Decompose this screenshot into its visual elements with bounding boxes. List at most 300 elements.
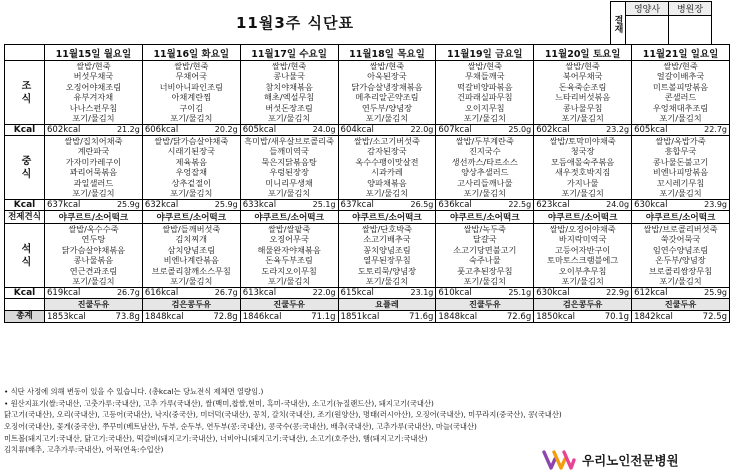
menu-item: 쌀밥/쌀팥죽 [267, 224, 311, 234]
total-kcal-value: 1842kcal [634, 311, 673, 322]
dinner-cell [142, 224, 240, 288]
menu-item: 시과카레 [371, 167, 403, 178]
kcal-values [241, 200, 338, 210]
hospital-name: 우리노인전문병원 [582, 453, 679, 468]
lunch-row [5, 136, 730, 200]
kcal-values [143, 288, 240, 298]
protein-value: 22.9g [606, 288, 630, 297]
notes-section [4, 386, 730, 456]
menu-item: 브로콜리참깨소스무침 [151, 265, 231, 276]
menu-item: 묵은지닭볶음탕 [261, 156, 317, 167]
total-label: 총계 [5, 311, 45, 323]
menu-item: 쌀밥/토막미야채죽 [549, 136, 616, 146]
day-header-label: 11월19일 금요일 [446, 48, 523, 60]
menu-item: 과일샐러드 [73, 177, 114, 188]
menu-item: 포기/물김치 [561, 187, 604, 198]
day-header-label: 11월17일 수요일 [251, 48, 327, 60]
kcal-value: 636kcal [438, 200, 472, 210]
menu-item: 가자미카레구이 [65, 156, 122, 167]
total-protein-value: 72.6g [506, 311, 532, 322]
day-header [240, 45, 338, 61]
total-protein-value: 72.5g [702, 311, 727, 322]
menu-table [4, 44, 730, 323]
kcal-value: 623kcal [536, 200, 570, 210]
kcal-cell [142, 288, 240, 299]
total-cell [338, 311, 436, 323]
menu-item: 유부겨자채 [73, 92, 114, 103]
breakfast-label: 조식 [5, 61, 45, 125]
menu-item: 포기/물김치 [659, 275, 702, 286]
total-kcal-value: 1853kcal [47, 311, 86, 322]
total-kcal-value: 1848kcal [438, 311, 478, 322]
menu-item: 오징어야채조림 [65, 81, 122, 92]
menu-item: 포기/물김치 [463, 187, 506, 198]
total-cell [142, 311, 240, 323]
kcal-value: 602kcal [47, 125, 81, 135]
kcal-cell [436, 200, 534, 211]
kcal-label: Kcal [5, 125, 45, 136]
dinner-cell [338, 224, 436, 288]
protein-value: 25.1g [508, 288, 532, 297]
breakfast-cell [142, 61, 240, 125]
protein-value: 20.2g [214, 125, 238, 134]
kcal-value: 633kcal [242, 200, 277, 210]
menu-item: 무채어국 [175, 71, 208, 82]
menu-item: 연근견과조림 [69, 265, 118, 276]
menu-item: 아욱된장국 [367, 71, 407, 82]
menu-item: 포기/물김치 [365, 112, 409, 123]
total-values [45, 312, 142, 322]
day-header [632, 45, 730, 61]
menu-item: 소고기배추국 [363, 234, 411, 245]
snack-cell: 야쿠르트/소어떡크 [632, 211, 730, 224]
lunch-cell [338, 136, 436, 200]
menu-item: 쌀밥/현죽 [565, 61, 600, 71]
menu-item: 얼갈이배추국 [656, 71, 705, 82]
protein-value: 26.7g [116, 288, 140, 297]
menu-item: 온두부/양념장 [655, 255, 706, 266]
menu-item: 포기/물김치 [463, 275, 506, 286]
kcal-cell [436, 125, 534, 136]
kcal-value: 630kcal [634, 200, 668, 210]
menu-item: 쌀밥/현죽 [663, 61, 698, 71]
kcal-values [339, 125, 436, 135]
kcal-cell [142, 125, 240, 136]
milk-cell: 진쿨두유 [240, 299, 338, 311]
menu-item: 미트볼피망볶음 [652, 81, 709, 92]
milk-cell: 요플레 [338, 299, 436, 311]
total-values [143, 312, 240, 322]
menu-item: 바지락미역국 [558, 234, 607, 245]
milk-row [5, 299, 730, 311]
menu-item: 콩나물돈불고기 [652, 156, 709, 167]
breakfast_kcal-row [5, 125, 730, 136]
menu-item: 닭가슴살냉장채볶음 [351, 81, 423, 92]
note-line: 김치류(배추, 고추가루:국내산), 어묵(연육:수입산) [4, 445, 164, 455]
menu-item: 버섯돈장조림 [265, 102, 313, 113]
menu-item: 포기/물김치 [463, 112, 506, 123]
menu-item: 숙주나물 [468, 255, 501, 266]
breakfast-cell [632, 61, 730, 125]
day-header-label: 11월16일 화요일 [153, 48, 230, 60]
menu-item: 브로콜리쌈장무침 [648, 265, 713, 276]
dinner-cell [534, 224, 632, 288]
menu-item: 쌀밥/현죽 [467, 61, 502, 71]
menu-item: 쌀밥/옥밥가죽 [655, 136, 706, 146]
menu-item: 포기/물김치 [170, 187, 213, 198]
kcal-values [339, 200, 436, 210]
menu-item: 메추리알곤약조림 [355, 92, 419, 103]
approval-sign-box[interactable] [669, 16, 712, 47]
kcal-values [241, 125, 338, 135]
lunch-cell [45, 136, 143, 200]
kcal-values [143, 200, 240, 210]
kcal-cell [632, 125, 730, 136]
kcal-value: 602kcal [536, 125, 570, 135]
menu-item: 들깨미역국 [269, 146, 309, 157]
note-line: • 원산지표기(쌀:국내산, 고춧가루:국내산), 고추 가루(국내산), 쌀(백미,찹쌀,현미, 흑미-국내산), 소고기(뉴질랜드산), 돼지고기(국내산) [4, 398, 434, 408]
menu-item: 우렁된장장 [269, 167, 309, 178]
snack-row [5, 211, 730, 224]
menu-item: 진지국수 [468, 146, 501, 157]
lunch-cell [534, 136, 632, 200]
menu-item: 연두탕 [81, 234, 106, 245]
menu-item: 쌀밥/녹두죽 [463, 224, 506, 234]
lunch-cell [142, 136, 240, 200]
day-header [45, 45, 143, 61]
menu-item: 쌀밥/집치어채죽 [64, 136, 123, 146]
protein-value: 23.9g [704, 200, 727, 209]
total-protein-value: 71.6g [409, 311, 434, 322]
menu-item: 양상추샐러드 [461, 167, 509, 178]
total-values [632, 312, 729, 322]
menu-item: 포기/물김치 [72, 187, 115, 198]
protein-value: 25.9g [214, 200, 238, 209]
menu-item: 포기/물김치 [365, 187, 409, 198]
dinner-cell [632, 224, 730, 288]
menu-item: 오이부추무침 [558, 265, 607, 276]
breakfast-row [5, 61, 730, 125]
menu-item: 임연수양념조림 [652, 244, 709, 255]
lunch-cell [632, 136, 730, 200]
menu-item: 쌀밥/브로콜리버섯죽 [643, 224, 718, 234]
kcal-values [241, 288, 338, 298]
total-cell [436, 311, 534, 323]
kcal-values [436, 200, 533, 210]
kcal-values [534, 288, 631, 298]
menu-item: 해초/엑설무침 [264, 92, 315, 103]
menu-item: 아채계란찜 [171, 92, 212, 103]
menu-item: 쌀밥/옥수수죽 [68, 224, 119, 234]
menu-item: 상추겉절이 [171, 177, 212, 188]
menu-item: 포기/물김치 [659, 187, 702, 198]
kcal-cell [534, 288, 632, 299]
day-header [534, 45, 632, 61]
menu-item: 포기/물김치 [561, 275, 604, 286]
total-values [534, 312, 631, 322]
menu-item: 쌀밥/소고기버섯죽 [353, 136, 420, 146]
menu-item: 돈육두부조림 [265, 255, 313, 266]
menu-item: 포기/물김치 [267, 275, 311, 286]
total-cell [45, 311, 143, 323]
menu-item: 구이김 [179, 102, 204, 113]
snack-cell: 야쿠르트/소어떡크 [534, 211, 632, 224]
protein-value: 24.0g [312, 125, 336, 134]
menu-item: 흥합무국 [664, 146, 697, 157]
lunch-cell [436, 136, 534, 200]
snack-cell: 야쿠르트/소어떡크 [436, 211, 534, 224]
protein-value: 25.9g [116, 200, 140, 209]
menu-item: 무채들깨국 [465, 71, 505, 82]
kcal-value: 604kcal [340, 125, 374, 135]
dinner-cell [436, 224, 534, 288]
total-cell [632, 311, 730, 323]
menu-item: 연두부/양념장 [361, 102, 413, 113]
menu-item: 도라지오이무침 [261, 265, 317, 276]
protein-value: 22.0g [410, 125, 434, 134]
kcal-cell [142, 200, 240, 211]
kcal-values [534, 200, 631, 210]
lunch-cell [240, 136, 338, 200]
menu-item: 북어무채국 [562, 71, 603, 82]
kcal-cell [240, 200, 338, 211]
protein-value: 25.9g [704, 288, 727, 297]
kcal-cell [45, 288, 143, 299]
menu-item: 쌀밥/들깨버섯죽 [162, 224, 221, 234]
day-header [142, 45, 240, 61]
protein-value: 23.1g [410, 288, 434, 297]
kcal-cell [338, 125, 436, 136]
menu-item: 쌀밥/현죽 [271, 61, 307, 71]
kcal-cell [632, 288, 730, 299]
day-header [436, 45, 534, 61]
protein-value: 22.7g [704, 125, 727, 134]
menu-item: 콩나물무침 [562, 102, 603, 113]
day-header-label: 11월20일 토요일 [544, 48, 621, 60]
kcal-values [632, 125, 729, 135]
menu-item: 도토리묵/양념장 [357, 265, 417, 276]
milk-cell: 진쿨두유 [45, 299, 143, 311]
menu-item: 참치야채볶음 [265, 81, 313, 92]
total-protein-value: 72.8g [213, 311, 238, 322]
milk-label-blank [5, 299, 45, 311]
kcal-value: 630kcal [536, 288, 570, 298]
kcal-value: 610kcal [438, 288, 472, 298]
note-line: 오징어(국내산), 꽃게(중국산), 쭈꾸미(베트남산), 두부, 순두부, 연두부(콩:국내산), 콩국수(콩:국내산), 배추(국내산), 고추가루(국내산), 마늘(국내산) [4, 422, 477, 432]
menu-item: 포기/물김치 [72, 275, 115, 286]
menu-item: 소고기당면불고기 [453, 244, 517, 255]
menu-item: 해물완자야채볶음 [257, 244, 321, 255]
day-header-label: 11월18일 목요일 [349, 48, 425, 60]
kcal-value: 637kcal [47, 200, 81, 210]
menu-item: 쌀밥/현죽 [76, 61, 111, 71]
menu-item: 김치찌개 [175, 234, 208, 245]
note-line: 미트볼(돼지고기:국내산, 닭고기:국내산), 떡갈비(돼지고기:국내산), 너비아니(돼지고기:국내산), 소고기(호주산), 햄(돼지고기:국내산) [4, 433, 428, 443]
total-values [241, 312, 338, 322]
protein-value: 22.5g [508, 200, 532, 209]
menu-item: 토마토스크램블에그 [547, 255, 619, 266]
total-values [436, 312, 533, 322]
menu-item: 버섯무채국 [73, 71, 114, 82]
page-title: 11월3주 식단표 [236, 13, 354, 32]
protein-value: 25.1g [312, 200, 336, 209]
menu-item: 포기/물김치 [267, 187, 311, 198]
kcal-value: 619kcal [47, 288, 81, 298]
hospital-logo [540, 449, 679, 471]
menu-item: 나나스펀무침 [69, 102, 118, 113]
total-kcal-value: 1851kcal [340, 311, 380, 322]
kcal-cell [240, 125, 338, 136]
dinner-cell [45, 224, 143, 288]
menu-item: 포기/물김치 [170, 112, 213, 123]
menu-item: 느타리버섯볶음 [554, 92, 611, 103]
lunch_kcal-row [5, 200, 730, 211]
kcal-label: Kcal [5, 200, 45, 211]
menu-item: 쌀밥/오징어야채죽 [549, 224, 616, 234]
milk-cell: 진쿨두유 [436, 299, 534, 311]
menu-item: 꼬시레기무침 [656, 177, 705, 188]
kcal-value: 607kcal [438, 125, 472, 135]
snack-label: 전제견식 [5, 211, 45, 224]
total-values [339, 312, 436, 322]
milk-cell: 검은콩두유 [534, 299, 632, 311]
approval-role-dietitian: 영양사 [626, 2, 669, 16]
total-protein-value: 73.8g [115, 311, 140, 322]
snack-cell: 야쿠르트/소어떡크 [142, 211, 240, 224]
kcal-values [339, 288, 436, 298]
kcal-value: 616kcal [144, 288, 179, 298]
kcal-cell [45, 200, 143, 211]
total-kcal-value: 1850kcal [536, 311, 576, 322]
approval-header: 결재 [611, 2, 626, 47]
dinner-label: 석식 [5, 224, 45, 288]
breakfast-cell [338, 61, 436, 125]
menu-item: 새우젓호박지짐 [554, 167, 611, 178]
menu-item: 쑥갓어묵국 [660, 234, 701, 245]
kcal-values [632, 288, 729, 298]
approval-box [610, 1, 712, 47]
menu-item: 콩나물볶음 [73, 255, 114, 266]
breakfast-cell [436, 61, 534, 125]
approval-sign-box[interactable] [626, 16, 669, 47]
kcal-cell [45, 125, 143, 136]
total-cell [240, 311, 338, 323]
kcal-value: 613kcal [242, 288, 277, 298]
protein-value: 21.2g [116, 125, 140, 134]
menu-item: 열무된장무침 [363, 255, 411, 266]
menu-item: 우엉잡채 [175, 167, 208, 178]
menu-item: 고사리들깨나물 [457, 177, 513, 188]
kcal-cell [534, 200, 632, 211]
menu-item: 옥수수팽이맛살전 [355, 156, 419, 167]
protein-value: 25.0g [508, 125, 532, 134]
kcal-value: 612kcal [634, 288, 668, 298]
menu-item: 비엔나계란볶음 [163, 255, 219, 266]
total-protein-value: 71.1g [311, 311, 336, 322]
day-header [338, 45, 436, 61]
dinner_kcal-row [5, 288, 730, 299]
breakfast-cell [534, 61, 632, 125]
kcal-cell [632, 200, 730, 211]
kcal-values [534, 125, 631, 135]
milk-cell: 진쿨두유 [632, 299, 730, 311]
menu-item: 우엉채대추조림 [652, 102, 709, 113]
kcal-label: Kcal [5, 288, 45, 299]
menu-item: 포기/물김치 [561, 112, 604, 123]
protein-value: 22.0g [312, 288, 336, 297]
kcal-cell [338, 200, 436, 211]
menu-item: 쌀밥/두부계란죽 [455, 136, 514, 146]
menu-item: 삼치양념조림 [167, 244, 215, 255]
menu-item: 흑미밥/새우살브로콜리죽 [244, 136, 334, 146]
menu-item: 쌀밥/현죽 [369, 61, 405, 71]
menu-item: 꽁치양념조림 [363, 244, 411, 255]
protein-value: 23.2g [606, 125, 630, 134]
menu-item: 포기/물김치 [72, 112, 115, 123]
menu-item: 포기/물김치 [659, 112, 702, 123]
corner-cell [5, 45, 45, 61]
lunch-label: 중식 [5, 136, 45, 200]
menu-item: 쌀밥/단호박죽 [361, 224, 413, 234]
snack-cell: 야쿠르트/소어떡크 [338, 211, 436, 224]
kcal-cell [436, 288, 534, 299]
total-kcal-value: 1848kcal [144, 311, 184, 322]
menu-item: 돈육죽순조림 [558, 81, 607, 92]
snack-cell: 야쿠르트/소어떡크 [240, 211, 338, 224]
note-line: • 식단 사정에 의해 변동이 있을 수 있습니다. (총kcal는 당뇨전식 제체면 열량임.) [4, 387, 264, 396]
kcal-values [45, 125, 142, 135]
protein-value: 24.0g [606, 200, 630, 209]
kcal-values [45, 200, 142, 210]
kcal-value: 632kcal [144, 200, 179, 210]
menu-item: 꽈리어묵볶음 [69, 167, 118, 178]
menu-item: 오징어무국 [269, 234, 309, 245]
menu-item: 미니리무생채 [265, 177, 313, 188]
menu-item: 포기/물김치 [267, 112, 311, 123]
menu-item: 생선까스/타르소스 [451, 156, 518, 167]
menu-item: 감자된장국 [367, 146, 407, 157]
total-row [5, 311, 730, 323]
menu-item: 너비아니파인조림 [159, 81, 223, 92]
menu-item: 떡갈비양파볶음 [457, 81, 513, 92]
menu-item: 닭가슴살야채볶음 [61, 244, 126, 255]
dinner-cell [240, 224, 338, 288]
menu-item: 건파래실파무침 [457, 92, 513, 103]
menu-item: 계란파국 [77, 146, 110, 157]
kcal-value: 637kcal [340, 200, 374, 210]
kcal-values [632, 200, 729, 210]
breakfast-cell [240, 61, 338, 125]
day-header-label: 11월21일 일요일 [642, 48, 719, 60]
menu-item: 콘샐러드 [664, 92, 697, 103]
approval-role-director: 병원장 [669, 2, 712, 16]
menu-item: 제육볶음 [175, 156, 208, 167]
menu-item: 시래기된장국 [167, 146, 215, 157]
kcal-cell [338, 288, 436, 299]
kcal-cell [240, 288, 338, 299]
menu-item: 콩나물국 [273, 71, 305, 82]
protein-value: 26.5g [410, 200, 434, 209]
menu-item: 청국장 [570, 146, 595, 157]
menu-item: 비엔나피망볶음 [652, 167, 709, 178]
kcal-value: 606kcal [144, 125, 179, 135]
total-cell [534, 311, 632, 323]
menu-item: 양파채볶음 [367, 177, 407, 188]
kcal-value: 605kcal [242, 125, 277, 135]
menu-item: 포기/물김치 [365, 275, 409, 286]
snack-cell: 야쿠르트/소어떡크 [45, 211, 143, 224]
kcal-values [143, 125, 240, 135]
